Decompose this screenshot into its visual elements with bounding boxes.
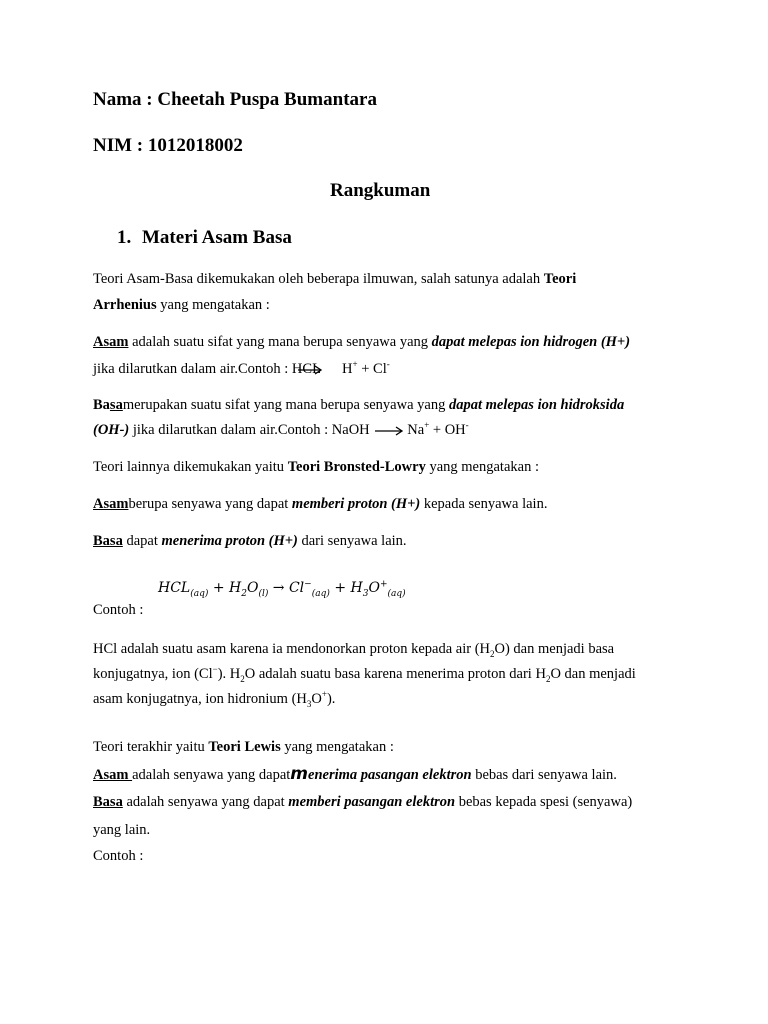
asam-bold: dapat melepas ion hidrogen (H+) xyxy=(431,334,631,350)
basa-oh: (OH-) xyxy=(93,422,130,438)
asam-label: Asam xyxy=(93,334,129,350)
section-heading xyxy=(117,227,292,249)
basa-text: merupakan suatu sifat yang mana berupa senyawa yang xyxy=(122,397,449,413)
asam-label: Asam xyxy=(93,767,133,783)
arrhenius-asam-line2: jika dilarutkan dalam air.Contoh : HCL H+ + Cl- xyxy=(93,359,390,377)
basa-product-na: Na xyxy=(407,422,425,438)
reaction-arrow-icon xyxy=(375,426,405,436)
para-line1-b: O) dan menjadi basa xyxy=(494,641,615,657)
lewis-contoh: Contoh : xyxy=(93,848,144,864)
asam-tail: bebas dari senyawa lain. xyxy=(471,767,617,783)
bronsted-para-line2: konjugatnya, ion (Cl−). $H_2O$ adalah suatu basa karena menerima proton dari $H_2O$ dan menjadi xyxy=(93,664,636,684)
bronsted-basa xyxy=(93,532,683,550)
asam-product-h: H xyxy=(342,361,353,377)
bronsted-intro-text: Teori lainnya dikemukakan yaitu xyxy=(93,459,288,475)
para-line1-a: HCl adalah suatu asam karena ia mendonorkan proton kepada air (H xyxy=(93,641,490,657)
lewis-intro xyxy=(93,738,683,756)
arrhenius-name: Arrhenius xyxy=(93,297,157,313)
asam-label: Asam xyxy=(93,496,129,512)
bronsted-para-line3: asam konjugatnya, ion hidronium $(H_3O^+)$. xyxy=(93,689,336,709)
bronsted-asam xyxy=(93,495,683,513)
asam-text: adalah senyawa yang dapat xyxy=(132,767,291,783)
basa-label: Basa xyxy=(93,794,123,810)
para-line2-a: konjugatnya, ion (Cl xyxy=(93,666,213,682)
basa-tail: dari senyawa lain. xyxy=(297,533,407,549)
basa-bold: memberi pasangan elektron xyxy=(288,794,456,810)
para-line3-d: O xyxy=(311,691,322,707)
para-line2-c: O adalah suatu basa karena menerima proton dari H xyxy=(244,666,546,682)
lewis-intro-tail: yang mengatakan : xyxy=(280,739,394,755)
lewis-intro-text: Teori terakhir yaitu xyxy=(93,739,209,755)
arrhenius-intro xyxy=(93,270,683,288)
para-line2-b: ). H xyxy=(217,666,241,682)
basa-tail: bebas kepada spesi (senyawa) xyxy=(455,794,633,810)
student-name: Nama : Cheetah Puspa Bumantara xyxy=(93,89,377,110)
page-title: Rangkuman xyxy=(330,180,431,201)
basa-text: adalah senyawa yang dapat xyxy=(122,794,289,810)
lewis-basa xyxy=(93,793,683,811)
basa-bold: dapat melepas ion hidroksida xyxy=(448,397,625,413)
asam-text: adalah suatu sifat yang mana berupa senyawa yang xyxy=(128,334,432,350)
bronsted-para-line1: HCl adalah suatu asam karena ia mendonorkan proton kepada air $(H_2O)$ dan menjadi basa xyxy=(93,641,615,659)
asam-bold: enerima pasangan elektron xyxy=(308,767,472,783)
bronsted-intro-tail: yang mengatakan : xyxy=(425,459,539,475)
asam-product-cl: + Cl xyxy=(357,361,387,377)
arrhenius-asam xyxy=(93,333,683,351)
para-line2-d: O dan menjadi xyxy=(550,666,636,682)
section-title: Materi Asam Basa xyxy=(142,227,292,248)
section-number: 1. xyxy=(117,227,132,248)
reaction-arrow-icon xyxy=(298,365,324,375)
bronsted-name: Teori Bronsted-Lowry xyxy=(287,459,426,475)
basa-text: dapat xyxy=(122,533,162,549)
para-line3-hidronium: hidronium xyxy=(227,691,288,707)
asam-bold-m: m xyxy=(290,764,309,784)
asam-bold: memberi proton (H+) xyxy=(291,496,421,512)
lewis-name: Teori Lewis xyxy=(208,739,281,755)
para-line3-e: ). xyxy=(326,691,336,707)
lewis-asam xyxy=(93,765,683,784)
arrhenius-intro-line2 xyxy=(93,296,683,314)
asam-tail: kepada senyawa lain. xyxy=(420,496,548,512)
bronsted-equation: $HCL_{(aq)} + H_2O_{(l)} \to Cl^-_{(aq)} + H_3O^+_{(aq)}$ xyxy=(158,579,406,599)
basa-label: Basa xyxy=(93,533,123,549)
basa-example: jika dilarutkan dalam air.Contoh : NaOH xyxy=(129,422,370,438)
lewis-basa-line2: yang lain. xyxy=(93,822,151,838)
arrhenius-basa-line2: (OH-) jika dilarutkan dalam air.Contoh : NaOH Na+ + OH- xyxy=(93,420,469,438)
arrhenius-intro-text: Teori Asam-Basa dikemukakan oleh beberapa ilmuwan, salah satunya adalah xyxy=(93,271,544,287)
bronsted-intro xyxy=(93,458,683,476)
asam-example: jika dilarutkan dalam air.Contoh : HCL xyxy=(93,361,321,377)
para-line3-c: (H xyxy=(287,691,307,707)
arrhenius-intro-bold1: Teori xyxy=(543,271,577,287)
basa-bold: menerima proton (H+) xyxy=(161,533,298,549)
asam-text: berupa senyawa yang dapat xyxy=(128,496,292,512)
student-nim: NIM : 1012018002 xyxy=(93,135,243,156)
bronsted-contoh: Contoh : xyxy=(93,602,144,618)
arrhenius-intro-tail: yang mengatakan : xyxy=(156,297,270,313)
basa-product-oh: + OH xyxy=(429,422,466,438)
para-line3-a: asam konjugatnya, ion xyxy=(93,691,228,707)
arrhenius-basa: Basamerupakan suatu sifat yang mana berupa senyawa yang dapat melepas ion hidroksida xyxy=(93,397,625,413)
